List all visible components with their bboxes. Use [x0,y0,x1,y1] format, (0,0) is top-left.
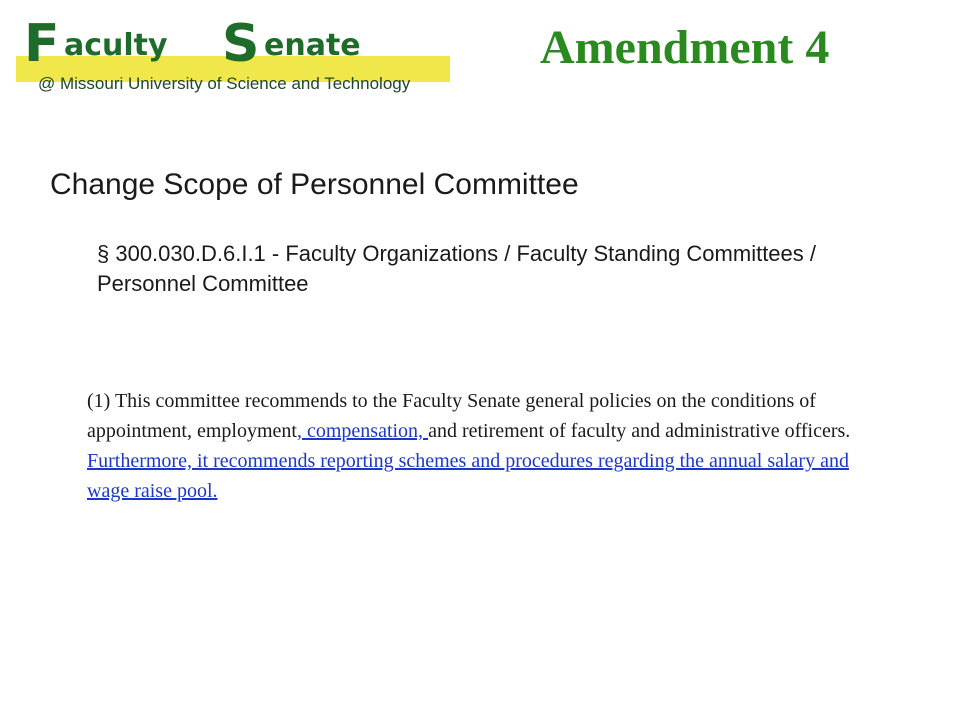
paragraph-text-1: (1) This committee recommends to the Faculty Senate general policies on the conditions of appointment, employment [87,390,816,442]
logo-letter-f: F [24,14,60,74]
slide-heading: Change Scope of Personnel Committee [50,168,579,201]
logo-letter-s: S [222,14,260,74]
amendment-paragraph [87,386,857,506]
slide-title: Amendment 4 [540,21,830,74]
inserted-text-compensation: , compensation, [296,420,429,442]
inserted-text-raise-pool: Furthermore, it recommends reporting schemes and procedures regarding the annual salary and wage raise pool. [87,450,849,502]
faculty-senate-logo [16,14,450,100]
logo-subtitle: @ Missouri University of Science and Technology [38,74,411,93]
logo-word-aculty: aculty [64,28,168,63]
paragraph-text-2: and retirement of faculty and administrative officers. [428,420,851,442]
logo-word-enate: enate [264,28,361,63]
section-reference: § 300.030.D.6.I.1 - Faculty Organizations / Faculty Standing Committees / Personnel Committee [97,241,817,296]
